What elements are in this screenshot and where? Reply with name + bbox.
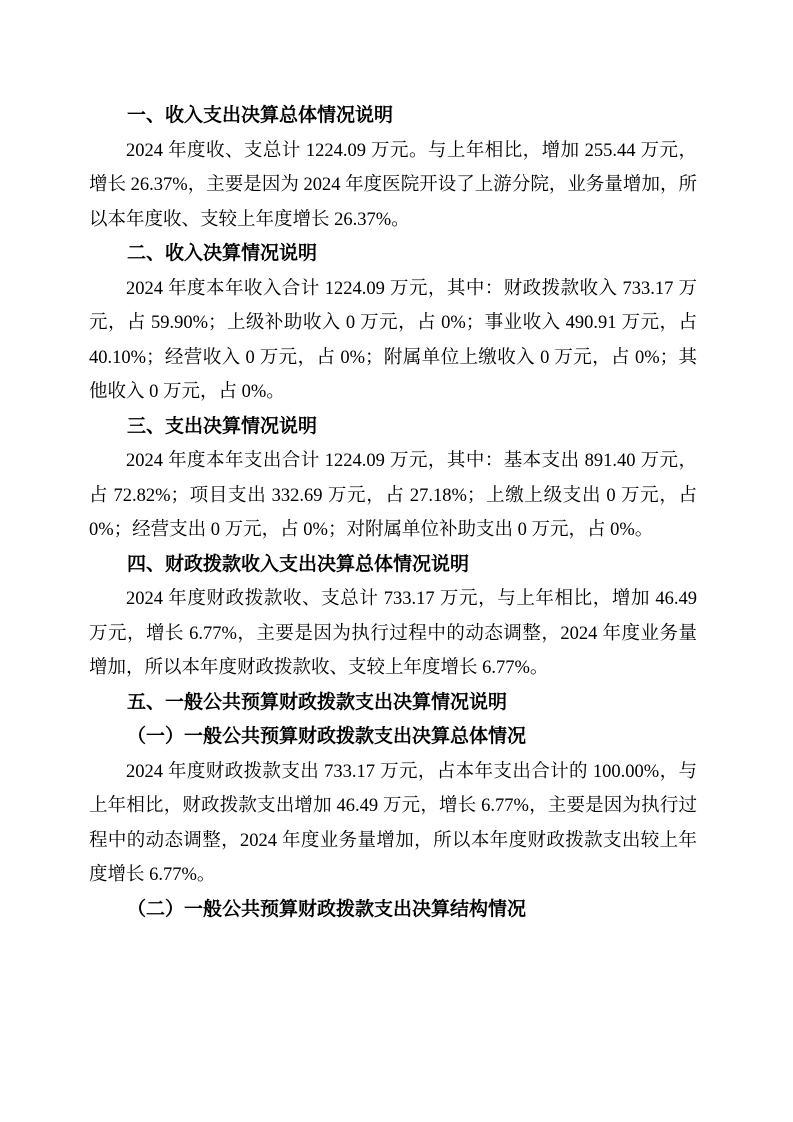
section-heading-2: 二、收入决算情况说明 xyxy=(127,243,318,264)
section-heading-5: 五、一般公共预算财政拨款支出决算情况说明 xyxy=(127,691,508,713)
paragraph-5: 2024 年度财政拨款支出 733.17 万元，占本年支出合计的 100.00%，与上年相比，财政拨款支出增加 46.49 万元，增长 6.77%，主要是因为执行过程中的动态调整，2024 年度业务量增加，所以本年度财政拨款支出较上年度增长 6.77%。 xyxy=(89,761,697,885)
sub-heading-5-2: （二）一般公共预算财政拨款支出决算结构情况 xyxy=(127,898,527,920)
section-heading-4: 四、财政拨款收入支出决算总体情况说明 xyxy=(127,553,470,575)
section-heading-1: 一、收入支出决算总体情况说明 xyxy=(127,105,394,126)
paragraph-1: 2024 年度收、支总计 1224.09 万元。与上年相比，增加 255.44 万元，增长 26.37%，主要是因为 2024 年度医院开设了上游分院，业务量增加，所以本年度收、支较上年度增长 26.37%。 xyxy=(89,140,697,230)
sub-heading-5-1: （一）一般公共预算财政拨款支出决算总体情况 xyxy=(127,726,527,747)
section-heading-3: 三、支出决算情况说明 xyxy=(127,415,318,437)
paragraph-2: 2024 年度本年收入合计 1224.09 万元，其中：财政拨款收入 733.17 万元，占 59.90%；上级补助收入 0 万元，占 0%；事业收入 490.91 万元，占 40.10%；经营收入 0 万元，占 0%；附属单位上缴收入 0 万元，占 0%；其他收入 0 万元，占 0%。 xyxy=(89,278,697,402)
paragraph-3: 2024 年度本年支出合计 1224.09 万元，其中：基本支出 891.40 万元，占 72.82%；项目支出 332.69 万元，占 27.18%；上缴上级支出 0 万元，占 0%；经营支出 0 万元，占 0%；对附属单位补助支出 0 万元，占 0%。 xyxy=(89,451,697,540)
document-body xyxy=(89,99,697,927)
paragraph-4: 2024 年度财政拨款收、支总计 733.17 万元，与上年相比，增加 46.49 万元，增长 6.77%，主要是因为执行过程中的动态调整，2024 年度业务量增加，所以本年度财政拨款收、支较上年度增长 6.77%。 xyxy=(89,589,697,678)
